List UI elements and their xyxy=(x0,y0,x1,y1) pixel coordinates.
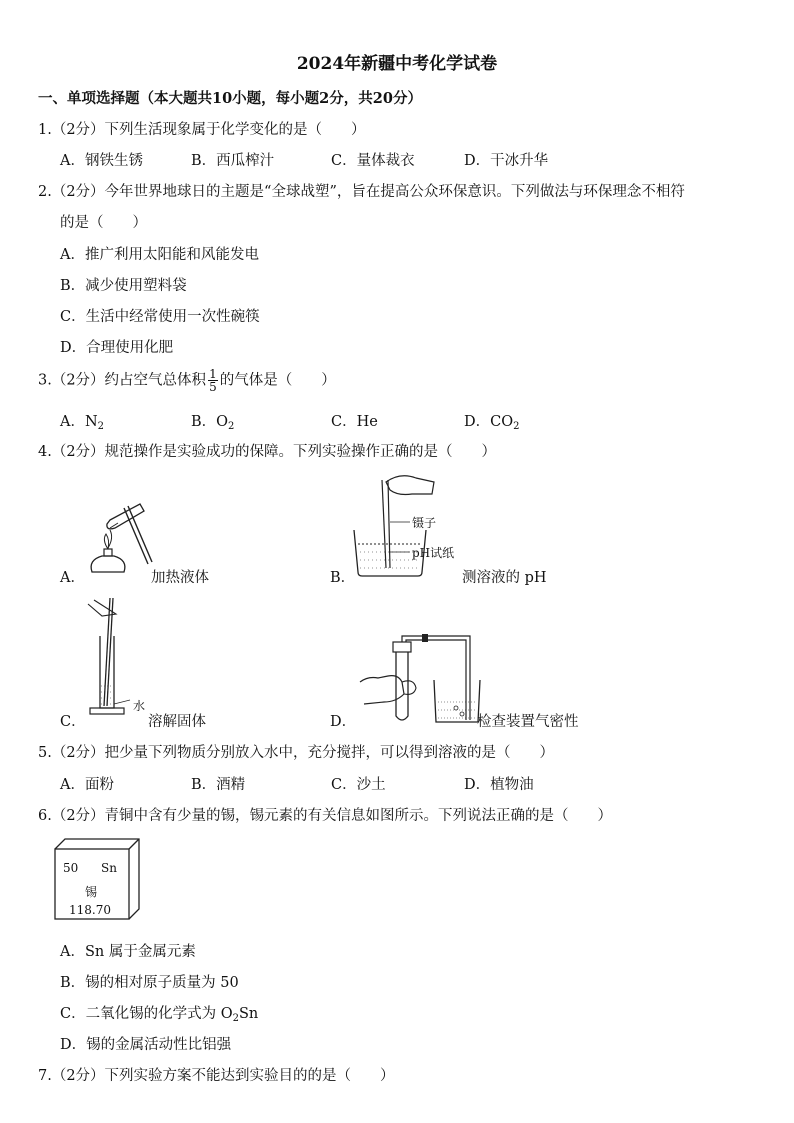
question-2-stem-line2: 的是（ ） xyxy=(60,215,147,231)
question-5-stem: 5.（2分）把少量下列物质分别放入水中，充分搅拌，可以得到溶液的是（ ） xyxy=(38,745,555,761)
q4-option-c-caption: 溶解固体 xyxy=(148,714,206,730)
heating-liquid-figure xyxy=(84,494,154,584)
q4-option-b-caption: 测溶液的 pH xyxy=(462,570,547,586)
q6-option-b: B．锡的相对原子质量为 50 xyxy=(60,975,239,991)
fraction-one-fifth: $\frac{1}{5}$ xyxy=(209,367,217,394)
q5-option-b: B．酒精 xyxy=(191,777,246,793)
q4-option-a-caption: 加热液体 xyxy=(151,570,209,586)
q3-option-c: C．He xyxy=(331,414,378,430)
q2-option-c: C．生活中经常使用一次性碗筷 xyxy=(60,309,260,325)
q2-option-d: D．合理使用化肥 xyxy=(60,340,174,356)
question-7-stem: 7.（2分）下列实验方案不能达到实验目的的是（ ） xyxy=(38,1068,395,1084)
q4-option-b-letter: B． xyxy=(330,570,356,586)
q4-option-d-caption: 检查装置气密性 xyxy=(477,714,579,730)
q2-option-a: A．推广利用太阳能和风能发电 xyxy=(60,247,259,263)
dissolving-solid-figure xyxy=(86,596,136,724)
element-tile-tin xyxy=(55,839,139,919)
label-ph-paper: pH试纸 xyxy=(412,546,455,560)
page-title: 2024年新疆中考化学试卷 xyxy=(296,54,498,74)
q3-stem-pre: 3.（2分）约占空气总体积 xyxy=(38,372,207,389)
q3-option-d: D．$CO_2$ xyxy=(464,414,520,432)
question-6-stem: 6.（2分）青铜中含有少量的锡，锡元素的有关信息如图所示。下列说法正确的是（ ） xyxy=(38,808,613,824)
q4-option-d-letter: D． xyxy=(330,714,357,730)
q1-option-b: B．西瓜榨汁 xyxy=(191,153,275,169)
airtightness-check-figure xyxy=(358,632,480,726)
question-2-stem-line1: 2.（2分）今年世界地球日的主题是“全球战塑”，旨在提高公众环保意识。下列做法与环保理念不相符 xyxy=(38,184,685,200)
q1-option-a: A．钢铁生锈 xyxy=(60,153,143,169)
q6-option-a: A．Sn 属于金属元素 xyxy=(60,944,196,960)
label-tweezers: 镊子 xyxy=(412,516,437,530)
q1-option-d: D．干冰升华 xyxy=(464,153,549,169)
q3-option-a: A．$N_2$ xyxy=(60,414,105,432)
element-atomic-mass: 118.70 xyxy=(69,903,111,917)
q2-option-b: B．减少使用塑料袋 xyxy=(60,278,187,294)
q4-option-a-letter: A． xyxy=(60,570,85,586)
q3-option-b: B．$O_2$ xyxy=(191,414,235,432)
question-3-stem xyxy=(38,368,336,393)
question-1-stem: 1.（2分）下列生活现象属于化学变化的是（ ） xyxy=(38,122,366,138)
element-name: 锡 xyxy=(85,885,98,899)
q5-option-d: D．植物油 xyxy=(464,777,534,793)
section-heading: 一、单项选择题（本大题共10小题，每小题2分，共20分） xyxy=(38,90,422,107)
element-atomic-number: 50 xyxy=(63,861,79,875)
question-4-stem: 4.（2分）规范操作是实验成功的保障。下列实验操作正确的是（ ） xyxy=(38,444,497,460)
q4-option-c-letter: C． xyxy=(60,714,86,730)
element-symbol: Sn xyxy=(101,861,117,875)
q5-option-c: C．沙土 xyxy=(331,777,386,793)
q6-option-d: D．锡的金属活动性比铝强 xyxy=(60,1037,232,1053)
q6-option-c: C．二氧化锡的化学式为 $O_2Sn$ xyxy=(60,1006,259,1024)
q5-option-a: A．面粉 xyxy=(60,777,114,793)
q1-option-c: C．量体裁衣 xyxy=(331,153,415,169)
q3-stem-post: 的气体是（ ） xyxy=(219,372,336,389)
label-water: 水 xyxy=(133,699,146,713)
